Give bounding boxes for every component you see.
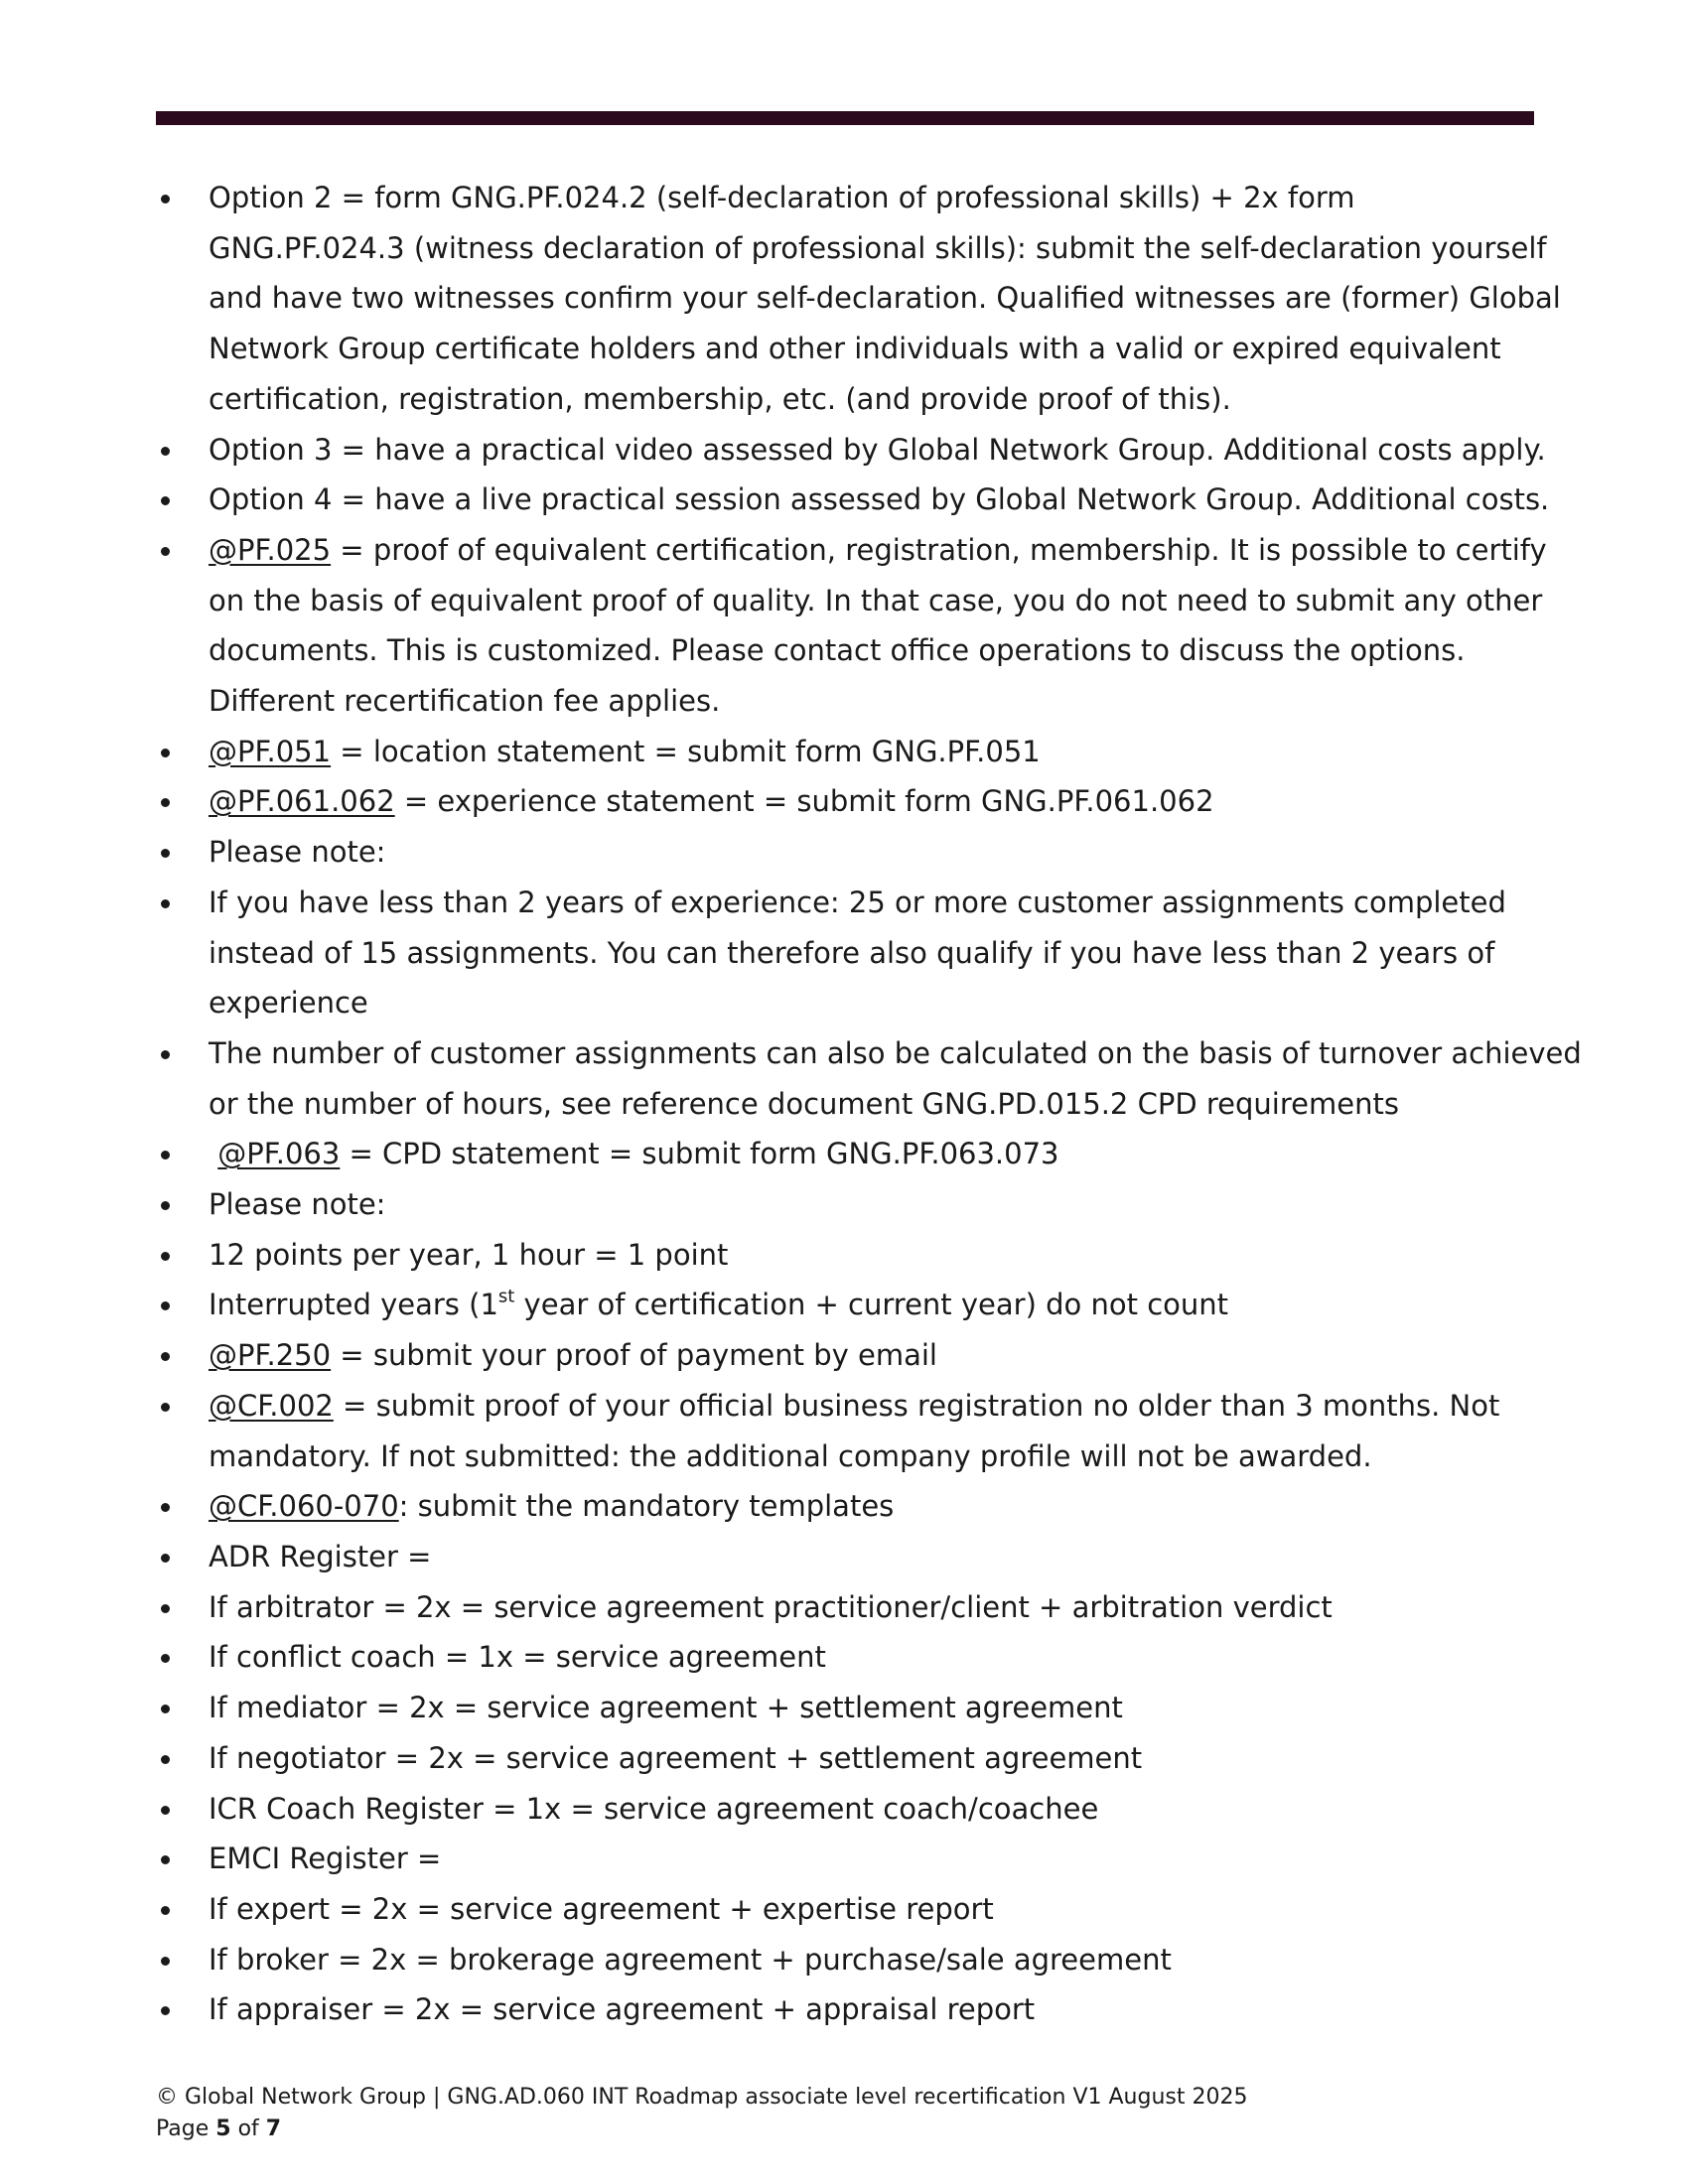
list-item-pf250 — [156, 1330, 1541, 1381]
list-item-interrupted-years — [156, 1280, 1541, 1330]
list-item-option-3: Option 3 = have a practical video assessed by Global Network Group. Additional costs apply. — [156, 425, 1541, 476]
text-span: = submit proof of your official business registration no older than 3 months. Not — [333, 1388, 1500, 1423]
text-line: experience — [209, 986, 368, 1021]
list-item-points: 12 points per year, 1 hour = 1 point — [156, 1230, 1541, 1281]
text-span: = submit your proof of payment by email — [331, 1338, 937, 1373]
list-item-note-1: Please note: — [156, 827, 1541, 878]
text-span: Interrupted years (1 — [209, 1288, 498, 1322]
list-item-pf061 — [156, 776, 1541, 827]
list-item-cf002 — [156, 1381, 1541, 1481]
of-label: of — [230, 2116, 266, 2141]
list-item-mediator: If mediator = 2x = service agreement + settlement agreement — [156, 1683, 1541, 1733]
list-item-note-2: Please note: — [156, 1179, 1541, 1230]
text-span: year of certification + current year) do not count — [514, 1288, 1229, 1322]
list-item-icr-coach-register: ICR Coach Register = 1x = service agreement coach/coachee — [156, 1784, 1541, 1835]
text-line: The number of customer assignments can also be calculated on the basis of turnover achieved — [209, 1035, 1582, 1070]
list-item-emci-register: EMCI Register = — [156, 1834, 1541, 1884]
text-line — [209, 525, 1547, 576]
list-item-pf025 — [156, 525, 1547, 727]
document-body — [156, 173, 1582, 2035]
text-line: on the basis of equivalent proof of quality. In that case, you do not need to submit any other — [209, 583, 1543, 617]
link-pf051[interactable]: @PF.051 — [209, 734, 332, 768]
text-line: certification, registration, membership, etc. (and provide proof of this). — [209, 381, 1231, 416]
text-line: or the number of hours, see reference document GNG.PD.015.2 CPD requirements — [209, 1086, 1399, 1121]
total-pages: 7 — [265, 2116, 282, 2141]
text-line: mandatory. If not submitted: the additional company profile will not be awarded. — [209, 1438, 1372, 1473]
list-item-expert: If expert = 2x = service agreement + expertise report — [156, 1884, 1541, 1935]
header-rule — [156, 111, 1534, 125]
list-item-conflict-coach: If conflict coach = 1x = service agreement — [156, 1632, 1541, 1683]
list-item-appraiser: If appraiser = 2x = service agreement + appraisal report — [156, 1984, 1541, 2035]
page-label: Page — [156, 2116, 216, 2141]
list-item-less-than-2-years — [156, 878, 1541, 1028]
list-item-negotiator: If negotiator = 2x = service agreement + settlement agreement — [156, 1733, 1541, 1784]
link-cf002[interactable]: @CF.002 — [209, 1388, 334, 1423]
list-item-pf051 — [156, 727, 1541, 777]
link-pf061-062[interactable]: @PF.061.062 — [209, 784, 395, 819]
text-line: GNG.PF.024.3 (witness declaration of professional skills): submit the self-declaration yourself — [209, 230, 1547, 265]
page-footer — [156, 2082, 1247, 2145]
text-line: instead of 15 assignments. You can therefore also qualify if you have less than 2 years of — [209, 935, 1495, 970]
text-span: : submit the mandatory templates — [398, 1489, 895, 1524]
text-span: = location statement = submit form GNG.PF.051 — [331, 734, 1041, 768]
text-line: Network Group certificate holders and other individuals with a valid or expired equivalent — [209, 332, 1501, 366]
text-span: = CPD statement = submit form GNG.PF.063.073 — [340, 1137, 1059, 1171]
link-pf025[interactable]: @PF.025 — [209, 532, 332, 567]
text-span: = experience statement = submit form GNG.PF.061.062 — [394, 784, 1214, 819]
text-span: = proof of equivalent certification, registration, membership. It is possible to certify — [331, 532, 1547, 567]
list-item-option-4: Option 4 = have a live practical session assessed by Global Network Group. Additional costs. — [156, 475, 1541, 525]
list-item-pf063 — [156, 1129, 1541, 1179]
list-item-turnover — [156, 1028, 1582, 1129]
footer-copyright: © Global Network Group | GNG.AD.060 INT Roadmap associate level recertification V1 August 2025 — [156, 2085, 1248, 2110]
footer-page-number — [156, 2114, 1247, 2145]
list-item-arbitrator: If arbitrator = 2x = service agreement practitioner/client + arbitration verdict — [156, 1582, 1541, 1633]
text-line: documents. This is customized. Please contact office operations to discuss the options. — [209, 633, 1466, 668]
superscript: st — [497, 1286, 515, 1307]
list-item-broker: If broker = 2x = brokerage agreement + purchase/sale agreement — [156, 1935, 1541, 1985]
text-line: and have two witnesses confirm your self-declaration. Qualified witnesses are (former) Global — [209, 281, 1561, 316]
current-page: 5 — [215, 2116, 231, 2141]
link-pf063[interactable]: @PF.063 — [217, 1137, 341, 1171]
text-line: Option 2 = form GNG.PF.024.2 (self-declaration of professional skills) + 2x form — [209, 181, 1355, 214]
link-pf250[interactable]: @PF.250 — [209, 1338, 332, 1373]
link-cf060-070[interactable]: @CF.060-070 — [209, 1489, 399, 1524]
text-line: Different recertification fee applies. — [209, 684, 721, 719]
bullet-list — [156, 173, 1582, 2035]
text-line — [209, 1381, 1541, 1432]
list-item-adr-register: ADR Register = — [156, 1532, 1541, 1582]
list-item-cf060-070 — [156, 1481, 1541, 1532]
list-item-option-2 — [156, 173, 1561, 425]
text-line: If you have less than 2 years of experience: 25 or more customer assignments completed — [209, 885, 1506, 919]
